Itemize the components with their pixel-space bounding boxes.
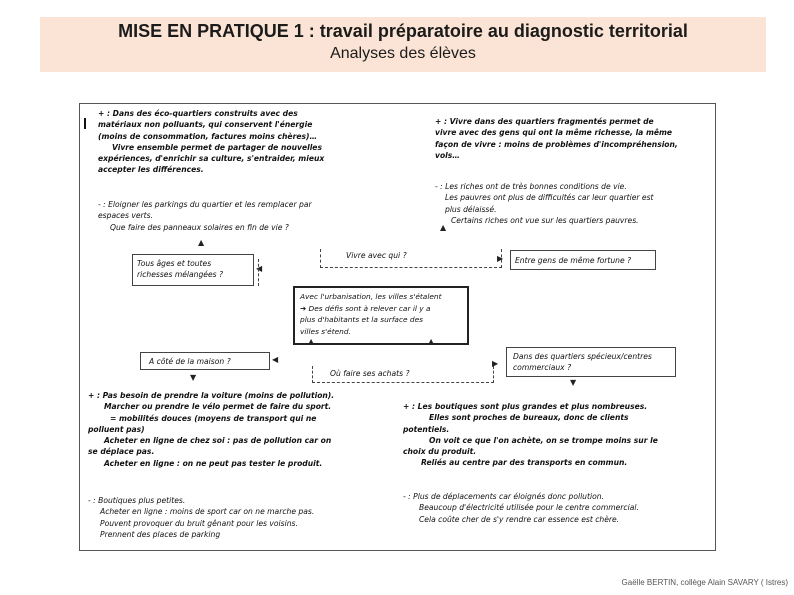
arrow-up-icon: ▲	[308, 337, 315, 346]
text-line: Pouvent provoquer du bruit gênant pour les voisins.	[100, 518, 298, 528]
text-line: (moins de consommation, factures moins chères)…	[98, 131, 318, 141]
box-cote-maison	[140, 352, 270, 370]
box-tous-ages	[132, 254, 254, 286]
text-line: espaces verts.	[98, 211, 153, 221]
text-line: plus délaissé.	[445, 204, 497, 214]
text-line: + : Dans des éco-quartiers construits avec des	[98, 109, 298, 118]
text-line: villes s'étend.	[300, 326, 351, 336]
text-line: expériences, d'enrichir sa culture, s'entraider, mieux	[98, 154, 325, 164]
mid-right-text	[435, 181, 705, 226]
text-line: Les pauvres ont plus de difficultés car leur quartier est	[445, 193, 654, 203]
text-line: ➔ Des défis sont à relever car il y a	[300, 303, 431, 313]
text-line: richesses mélangées ?	[137, 270, 224, 279]
arrow-up-icon: ▲	[428, 337, 435, 346]
center-box	[293, 286, 469, 345]
label-ou-faire-achats: Où faire ses achats ?	[330, 369, 410, 378]
text-line: vols…	[435, 150, 460, 160]
bottom-right-text	[403, 401, 703, 469]
title-banner	[40, 17, 766, 72]
text-line: Certains riches ont vue sur les quartiers pauvres.	[451, 215, 639, 225]
text-line: Avec l'urbanisation, les villes s'étalent	[300, 292, 442, 301]
text-line: Que faire des panneaux solaires en fin de vie ?	[110, 222, 289, 232]
arrow-left-icon: ◀	[272, 355, 279, 364]
top-right-text	[435, 116, 705, 161]
arrow-right-icon: ▶	[497, 254, 504, 263]
text-line: Vivre ensemble permet de partager de nouvelles	[112, 142, 322, 152]
bottom-left-minus-text	[88, 495, 363, 540]
footer-credit: Gaëlle BERTIN, collège Alain SAVARY ( Istres)	[621, 578, 788, 587]
page-subtitle: Analyses des élèves	[330, 45, 476, 62]
text-line: - : Boutiques plus petites.	[88, 496, 186, 505]
text-line: - : Les riches ont de très bonnes conditions de vie.	[435, 182, 627, 191]
text-line: vivre avec des gens qui ont la même richesse, la même	[435, 128, 673, 138]
text-line: Dans des quartiers spécieux/centres	[513, 352, 652, 361]
text-line: Prennent des places de parking	[100, 529, 221, 539]
text-line: Acheter en ligne : moins de sport car on ne marche pas.	[100, 507, 315, 517]
text-line: + : Pas besoin de prendre la voiture (moins de pollution).	[88, 391, 335, 400]
margin-mark	[84, 118, 86, 129]
text-line: = mobilités douces (moyens de transport qui ne	[110, 413, 317, 423]
box-meme-fortune	[510, 250, 656, 270]
text-line: Marcher ou prendre le vélo permet de faire du sport.	[104, 402, 332, 412]
text-line: plus d'habitants et la surface des	[300, 315, 423, 324]
arrow-down-icon: ▼	[570, 378, 577, 387]
text-line: Tous âges et toutes	[137, 259, 212, 268]
text-line: commerciaux ?	[513, 363, 572, 372]
text-line: Cela coûte cher de s'y rendre car essence est chère.	[419, 514, 620, 524]
text-line: Entre gens de même fortune ?	[515, 256, 632, 265]
text-line: choix du produit.	[403, 447, 477, 457]
text-line: Reliés au centre par des transports en commun.	[421, 458, 628, 468]
text-line: polluent pas)	[88, 424, 145, 434]
text-line: accepter les différences.	[98, 165, 204, 175]
text-line: On voit ce que l'on achète, on se trompe moins sur le	[429, 435, 658, 445]
scanned-worksheet	[79, 103, 716, 551]
page-title: MISE EN PRATIQUE 1 : travail préparatoire au diagnostic territorial	[118, 21, 688, 41]
mid-left-text	[98, 199, 360, 233]
arrow-right-icon: ▶	[492, 359, 499, 368]
text-line: - : Plus de déplacements car éloignés donc pollution.	[403, 492, 604, 501]
text-line: - : Eloigner les parkings du quartier et les remplacer par	[98, 200, 312, 209]
arrow-up-icon: ▲	[440, 223, 447, 232]
text-line: + : Vivre dans des quartiers fragmentés permet de	[435, 117, 654, 126]
text-line: Acheter en ligne : on ne peut pas tester le produit.	[104, 458, 323, 468]
arrow-left-icon: ◀	[256, 264, 263, 273]
connector-line	[258, 259, 259, 286]
text-line: Elles sont proches de bureaux, donc de clients	[429, 413, 629, 423]
label-vivre-avec-qui: Vivre avec qui ?	[346, 251, 407, 260]
arrow-up-icon: ▲	[198, 238, 205, 247]
text-line: se déplace pas.	[88, 447, 155, 457]
text-line: Acheter en ligne de chez soi : pas de pollution car on	[104, 436, 332, 446]
text-line: façon de vivre : moins de problèmes d'incompréhension,	[435, 139, 678, 149]
bottom-left-text	[88, 390, 363, 469]
text-line: potentiels.	[403, 424, 450, 434]
bottom-right-minus-text	[403, 491, 703, 525]
text-line: matériaux non polluants, qui conservent l'énergie	[98, 120, 313, 130]
text-line: + : Les boutiques sont plus grandes et plus nombreuses.	[403, 402, 648, 411]
arrow-down-icon: ▼	[190, 373, 197, 382]
text-line: Beaucoup d'électricité utilisée pour le centre commercial.	[419, 503, 639, 513]
top-left-text	[98, 108, 360, 176]
text-line: A côté de la maison ?	[149, 357, 231, 366]
box-quartiers-speciaux	[506, 347, 676, 377]
